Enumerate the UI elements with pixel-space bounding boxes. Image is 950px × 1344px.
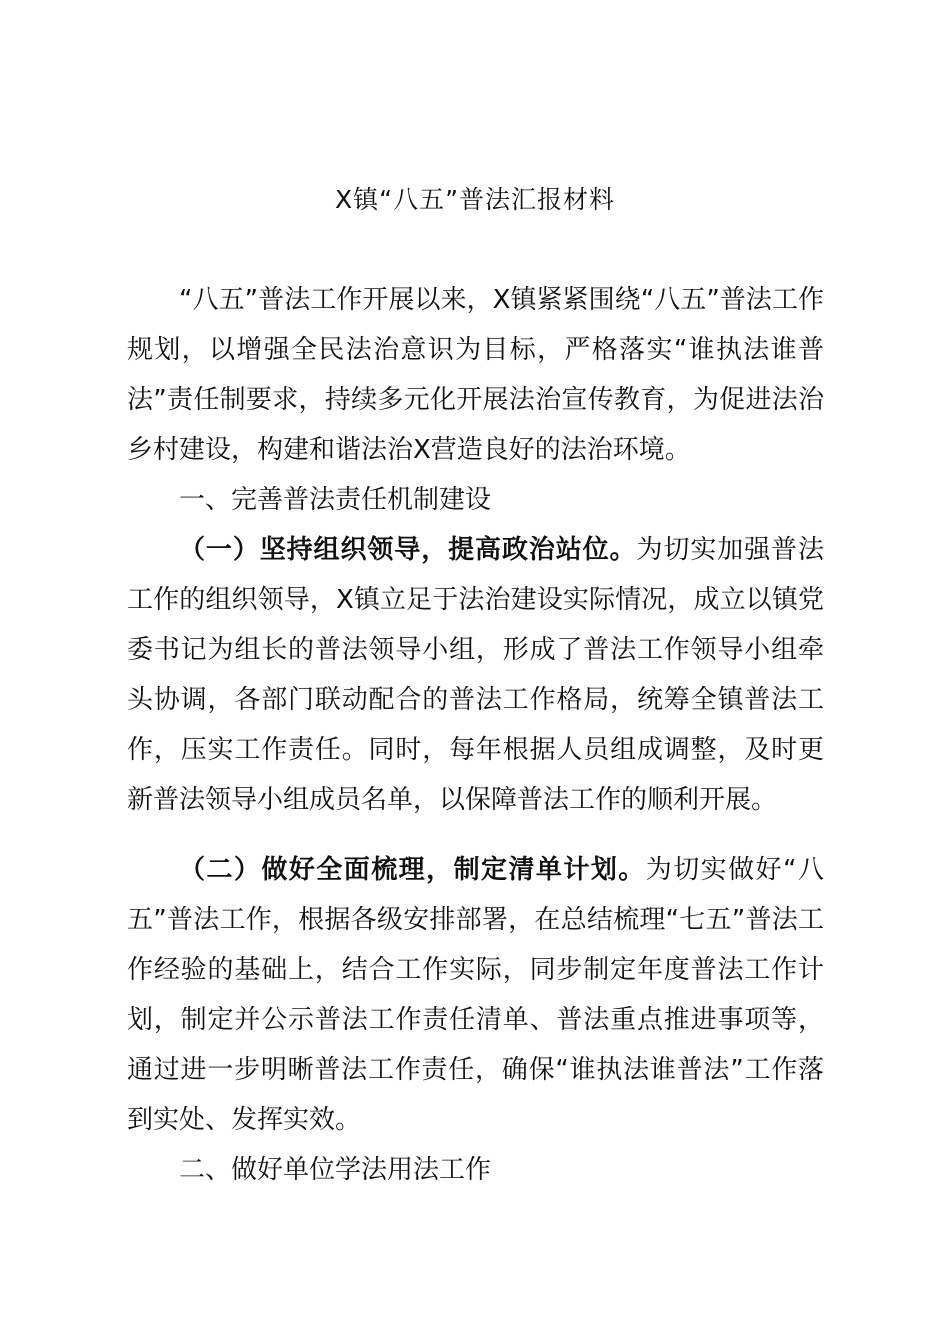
subsection-2-paragraph xyxy=(127,845,824,1145)
subsection-1-paragraph xyxy=(127,525,824,825)
document-body xyxy=(127,275,824,1195)
subsection-2-text: 为切实做好“八五”普法工作，根据各级安排部署，在总结梳理“七五”普法工作经验的基础上，结合工作实际，同步制定年度普法工作计划，制定并公示普法工作责任清单、普法重点推进事项等，通过进一步明晰普法工作责任，确保“谁执法谁普法”工作落到实处、发挥实效。 xyxy=(127,855,824,1135)
section-2-heading: 二、做好单位学法用法工作 xyxy=(179,1155,492,1185)
document-title: X镇“八五”普法汇报材料 xyxy=(334,185,616,214)
subsection-1-lead: （一）坚持组织领导，提高政治站位。 xyxy=(179,535,637,565)
section-1-heading: 一、完善普法责任机制建设 xyxy=(179,485,492,515)
intro-paragraph: “八五”普法工作开展以来，X镇紧紧围绕“八五”普法工作规划，以增强全民法治意识为目标，严格落实“谁执法谁普法”责任制要求，持续多元化开展法治宣传教育，为促进法治乡村建设，构建和谐法治X营造良好的法治环境。 xyxy=(127,285,824,465)
subsection-1-text: 为切实加强普法工作的组织领导，X镇立足于法治建设实际情况，成立以镇党委书记为组长的普法领导小组，形成了普法工作领导小组牵头协调，各部门联动配合的普法工作格局，统筹全镇普法工作，压实工作责任。同时，每年根据人员组成调整，及时更新普法领导小组成员名单，以保障普法工作的顺利开展。 xyxy=(127,535,824,815)
subsection-2-lead: （二）做好全面梳理，制定清单计划。 xyxy=(179,855,646,885)
